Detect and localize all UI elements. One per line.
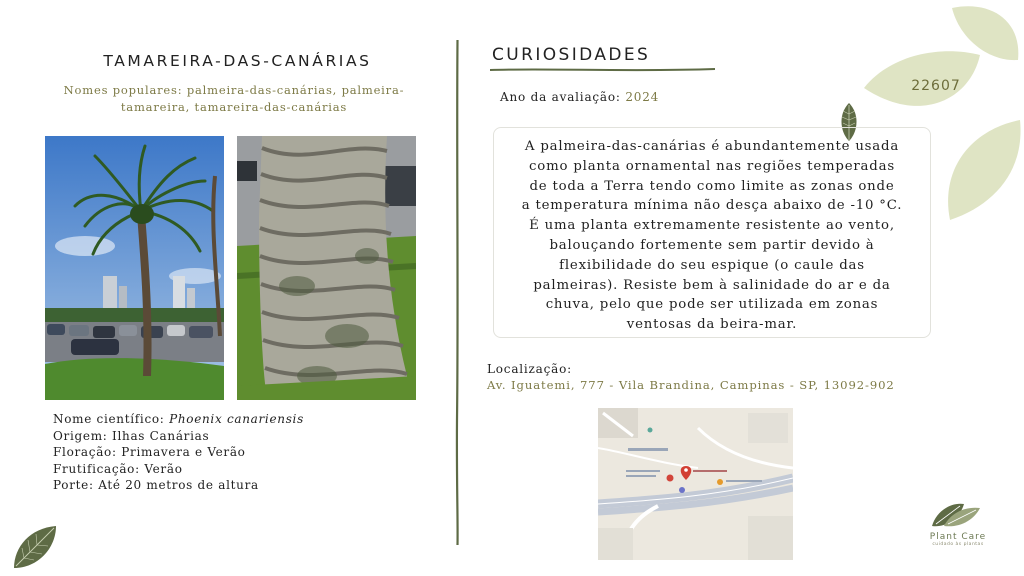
curiosities-line: a temperatura mínima não desça abaixo de -10 °C. xyxy=(521,198,903,214)
curiosities-line: balouçando fortemente sem partir devido à xyxy=(549,237,875,253)
curiosities-line: ventosas da beira-mar. xyxy=(626,317,798,333)
evaluation-year xyxy=(500,90,659,104)
curiosities-line: palmeiras). Resiste bem à salinidade do ar e da xyxy=(533,277,891,293)
curiosities-title: CURIOSIDADES xyxy=(492,45,651,65)
curiosities-line: A palmeira-das-canárias é abundantemente usada xyxy=(524,139,900,154)
scientific-name-label: Nome científico: xyxy=(53,412,170,426)
brand-tagline: cuidado às plantas xyxy=(932,542,984,547)
decorative-leaf-bottom-left xyxy=(10,522,60,572)
popular-names xyxy=(50,82,418,116)
scientific-name-value: Phoenix canariensis xyxy=(169,412,304,426)
plant-care-logo-icon xyxy=(930,500,986,530)
curiosities-text xyxy=(504,137,920,335)
size-row: Porte: Até 20 metros de altura xyxy=(53,478,259,492)
species-facts xyxy=(53,411,304,494)
title-underline xyxy=(490,66,715,74)
curiosities-line: flexibilidade do seu espique (o caule das xyxy=(559,257,865,273)
popular-names-line: tamareira, tamareira-das-canárias xyxy=(120,100,348,114)
species-title: TAMAREIRA-DAS-CANÁRIAS xyxy=(103,52,372,70)
origin-row: Origem: Ilhas Canárias xyxy=(53,428,210,443)
curiosities-line: É uma planta extremamente resistente ao vento, xyxy=(529,218,895,234)
curiosities-line: de toda a Terra tendo como limite as zonas onde xyxy=(529,178,895,194)
fruiting-row: Frutificação: Verão xyxy=(53,461,183,476)
location-map[interactable] xyxy=(598,408,793,560)
palm-trunk-photo xyxy=(237,136,416,400)
vertical-divider xyxy=(455,40,460,545)
leaf-shape xyxy=(948,120,1020,220)
scientific-name-row xyxy=(53,411,304,428)
curiosities-line: como planta ornamental nas regiões temperadas xyxy=(529,158,895,174)
brand-name: Plant Care xyxy=(929,532,987,542)
evaluation-year-label: Ano da avaliação: xyxy=(500,90,626,104)
location-address: Av. Iguatemi, 777 - Vila Brandina, Campinas - SP, 13092-902 xyxy=(487,378,895,392)
evaluation-year-value: 2024 xyxy=(625,90,660,104)
palm-tree-photo xyxy=(45,136,224,400)
brand-logo xyxy=(918,500,998,547)
location-label: Localização: xyxy=(487,362,572,376)
curiosities-box xyxy=(493,127,931,338)
flowering-row: Floração: Primavera e Verão xyxy=(53,445,246,459)
record-id-badge: 22607 xyxy=(911,78,961,94)
popular-names-line: Nomes populares: palmeira-das-canárias, palmeira- xyxy=(63,83,405,97)
curiosities-line: chuva, pelo que pode ser utilizada em zonas xyxy=(545,297,879,313)
